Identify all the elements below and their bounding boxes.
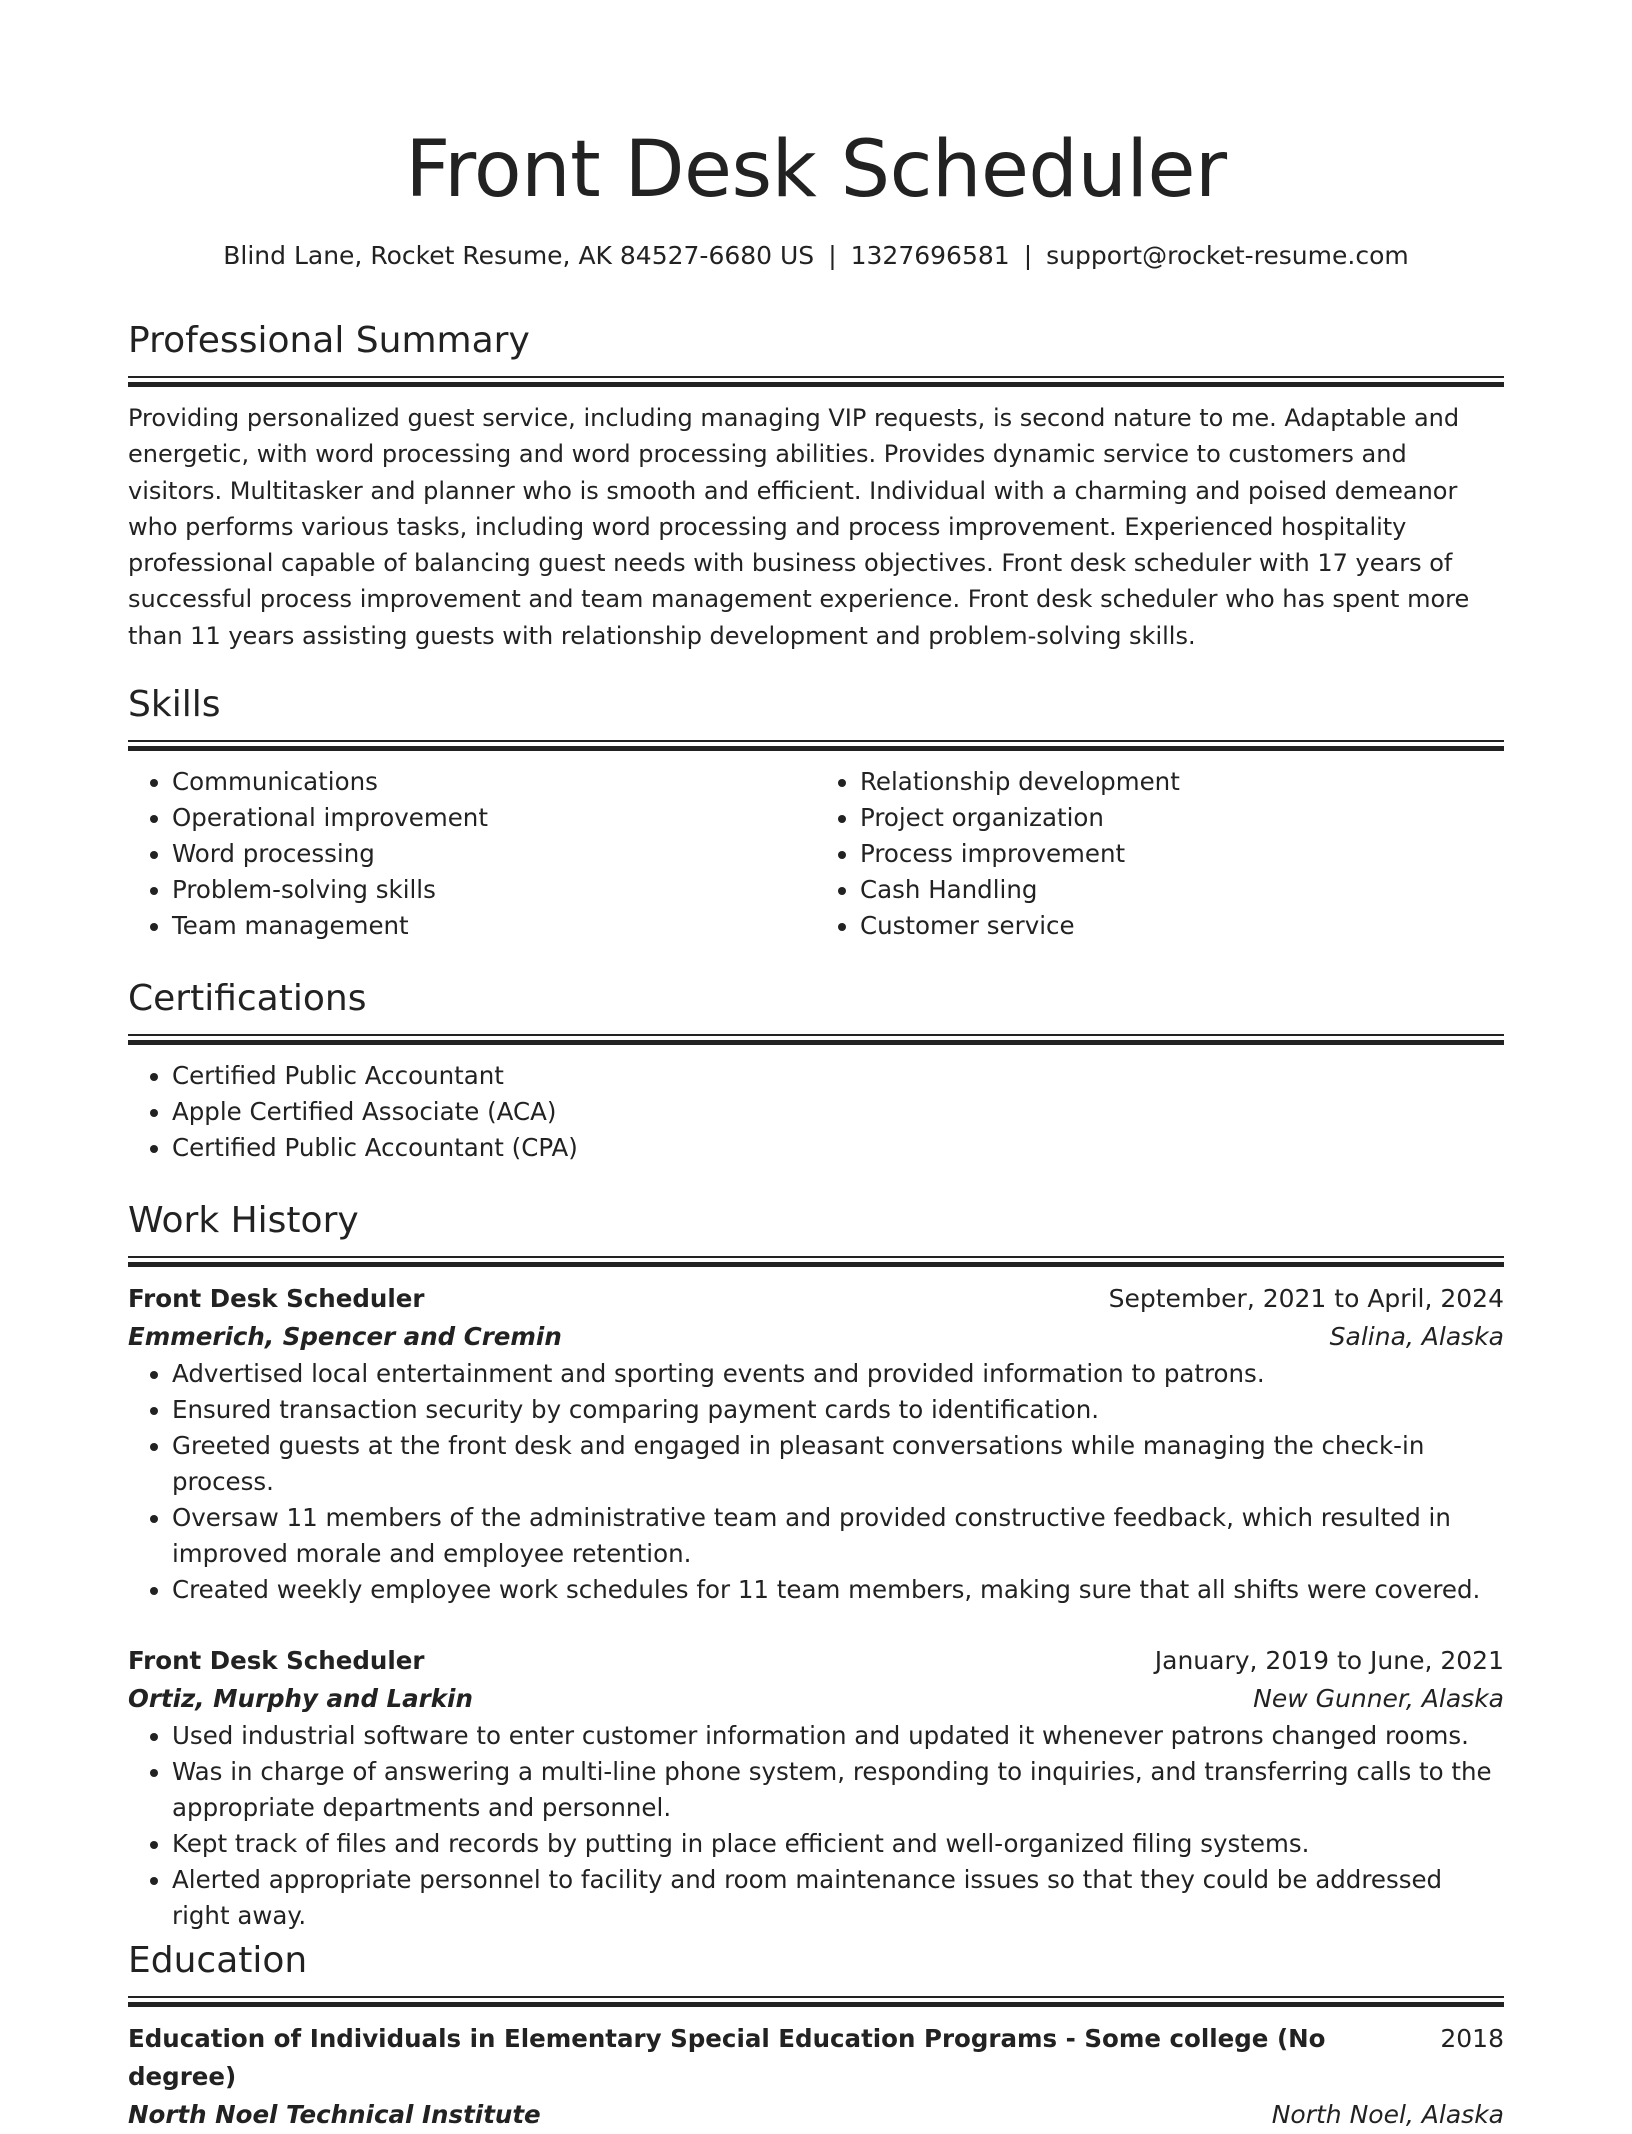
job-entry [128,1280,1504,1608]
certification-item: • Apple Certified Associate (ACA) [172,1094,1504,1130]
job-bullet: • Was in charge of answering a multi-line phone system, responding to inquiries, and transferring calls to the appropriate departments and personnel. [172,1754,1504,1826]
section-divider [128,1034,1504,1044]
skills-columns [128,764,1504,944]
skill-item: • Problem-solving skills [172,872,816,908]
job-bullet: • Ensured transaction security by comparing payment cards to identification. [172,1392,1504,1428]
phone: 1327696581 [850,241,1010,270]
job-bullets [128,1356,1504,1608]
skill-item: • Operational improvement [172,800,816,836]
section-title: Certifications [128,978,367,1019]
summary-text: Providing personalized guest service, including managing VIP requests, is second nature to me. Adaptable and energetic, with word processing and word processing abilities. Provides dynamic service to customers and visitors. Multitasker and planner who is smooth and efficient. Individual with a charming and poised demeanor who performs various tasks, including word processing and process improvement. Experienced hospitality professional capable of balancing guest needs with business objectives. Front desk scheduler with 17 years of successful process improvement and team management experience. Front desk scheduler who has spent more than 11 years assisting guests with relationship development and problem-solving skills. [128,404,1470,650]
section-divider [128,1996,1504,2006]
section-title: Skills [128,684,221,725]
work-history-section [128,1198,1504,1934]
section-divider [128,1256,1504,1266]
school-location: North Noel, Alaska [1271,2100,1504,2129]
job-bullet: • Advertised local entertainment and sporting events and provided information to patrons. [172,1356,1504,1392]
job-bullets [128,1718,1504,1934]
section-title: Work History [128,1200,359,1241]
education-entry [128,2020,1504,2134]
education-subheader [128,2096,1504,2134]
section-divider [128,376,1504,386]
certifications-list [128,1058,1504,1166]
job-header [128,1280,1504,1318]
job-dates: January, 2019 to June, 2021 [1154,1646,1504,1675]
job-company: Emmerich, Spencer and Cremin [128,1322,562,1351]
skill-item: • Customer service [860,908,1504,944]
job-bullet: • Alerted appropriate personnel to facility and room maintenance issues so that they could be addressed right away. [172,1862,1504,1934]
contact-line [128,238,1504,274]
job-subheader [128,1680,1504,1718]
job-title: Front Desk Scheduler [128,1646,425,1675]
separator: | [1023,241,1033,270]
education-section [128,1938,1504,2134]
skill-item: • Word processing [172,836,816,872]
job-dates: September, 2021 to April, 2024 [1108,1284,1504,1313]
skill-item: • Project organization [860,800,1504,836]
skills-list-left [128,764,816,944]
email-link[interactable]: support@rocket-resume.com [1046,241,1409,270]
skill-item: • Relationship development [860,764,1504,800]
job-entry [128,1642,1504,1934]
degree: Education of Individuals in Elementary Special Education Programs - Some college (No degree) [128,2024,1326,2091]
section-title: Education [128,1940,308,1981]
candidate-name: Front Desk Scheduler [405,125,1227,215]
section-divider [128,740,1504,750]
job-location: Salina, Alaska [1329,1322,1504,1351]
school-name: North Noel Technical Institute [128,2100,541,2129]
education-year: 2018 [1440,2024,1504,2053]
job-company: Ortiz, Murphy and Larkin [128,1684,473,1713]
skills-section [128,682,1504,944]
certifications-section [128,976,1504,1166]
address: Blind Lane, Rocket Resume, AK 84527-6680 US [223,241,815,270]
skill-item: • Team management [172,908,816,944]
summary-section [128,318,1504,654]
job-bullet: • Oversaw 11 members of the administrative team and provided constructive feedback, which resulted in improved morale and employee retention. [172,1500,1504,1572]
job-subheader [128,1318,1504,1356]
job-bullet: • Used industrial software to enter customer information and updated it whenever patrons changed rooms. [172,1718,1504,1754]
certification-item: • Certified Public Accountant (CPA) [172,1130,1504,1166]
certification-item: • Certified Public Accountant [172,1058,1504,1094]
skills-list-right [816,764,1504,944]
separator: | [828,241,837,270]
education-header [128,2020,1504,2096]
skill-item: • Cash Handling [860,872,1504,908]
section-title: Professional Summary [128,320,530,361]
skill-item: • Communications [172,764,816,800]
job-header [128,1642,1504,1680]
job-bullet: • Kept track of files and records by putting in place efficient and well-organized filing systems. [172,1826,1504,1862]
job-bullet: • Greeted guests at the front desk and engaged in pleasant conversations while managing the check-in process. [172,1428,1504,1500]
job-location: New Gunner, Alaska [1253,1684,1504,1713]
job-bullet: • Created weekly employee work schedules for 11 team members, making sure that all shifts were covered. [172,1572,1504,1608]
skill-item: • Process improvement [860,836,1504,872]
job-title: Front Desk Scheduler [128,1284,425,1313]
